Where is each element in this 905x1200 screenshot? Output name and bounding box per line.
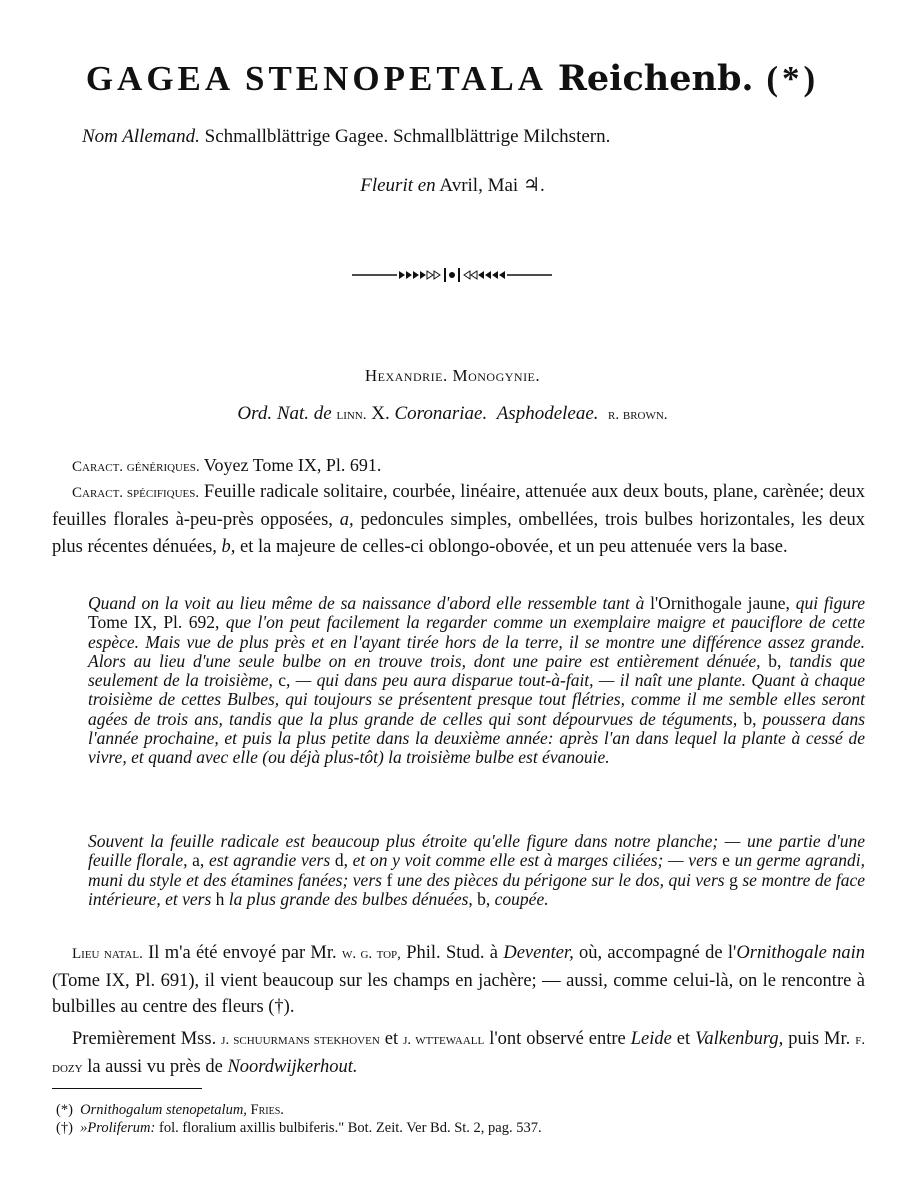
specific-text: Feuille radicale solitaire, courbée, linéaire, attenuée aux deux bouts, plane, carènée; deux feuilles florales à-peu-près opposées, xyxy=(52,482,865,530)
lieu-text: Phil. Stud. à xyxy=(406,943,499,963)
person-name: j. wttewaall xyxy=(403,1032,485,1048)
person-name: j. schuurmans stekhoven xyxy=(221,1032,380,1048)
lieu-text: Il m'a été envoyé par Mr. xyxy=(148,943,337,963)
generic-characters xyxy=(72,455,381,476)
ornament-divider xyxy=(352,264,552,284)
prem-text: la aussi vu près de xyxy=(87,1056,223,1077)
ord-nat-label: Ord. Nat. de xyxy=(237,403,332,424)
footnote-text: fol. floralium axillis bulbiferis." Bot. Zeit. Ver Bd. St. 2, pag. 537. xyxy=(158,1120,542,1136)
desc-text: qui figure xyxy=(795,593,866,613)
species-name: GAGEA STENOPETALA xyxy=(85,59,546,98)
footnote-author: Fries. xyxy=(250,1102,284,1118)
perennial-symbol: ♃. xyxy=(522,175,545,196)
linnaean-class-line xyxy=(0,366,905,386)
prem-text: et xyxy=(384,1029,399,1049)
prem-text: et xyxy=(676,1029,691,1049)
generic-text: Voyez Tome IX, Pl. 691. xyxy=(203,455,382,475)
plate-text: Souvent la feuille radicale est beaucoup plus étroite qu'elle figure dans notre planche; — une partie d'une feuille florale, xyxy=(88,831,865,871)
lieu-text: (Tome IX, Pl. 691), il vient beaucoup sur les champs en jachère; — aussi, comme celui-là, on le rencontre à bulbilles au centre des fleurs (†). xyxy=(52,970,865,1017)
footnote-mark: (*) xyxy=(56,1102,73,1118)
desc-text: Tome IX, Pl. 692, xyxy=(88,612,220,633)
species-ref: Ornithogale nain xyxy=(736,943,866,963)
lieu-text: où, accompagné de l' xyxy=(579,943,737,963)
lieu-label: Lieu natal. xyxy=(72,946,143,962)
desc-text: l'Ornithogale jaune, xyxy=(650,593,790,613)
footnote-mark: (†) xyxy=(56,1120,73,1136)
collector-name: w. g. top, xyxy=(341,946,401,962)
plate-explanation-paragraph xyxy=(88,832,865,909)
footnote-term: »Proliferum: xyxy=(80,1120,156,1136)
german-name-label: Nom Allemand. xyxy=(82,126,200,147)
figure-ref-b: b, xyxy=(221,537,236,557)
footnote-rule xyxy=(52,1088,202,1089)
figure-ref-a: a, xyxy=(339,510,354,530)
place-name: Leide xyxy=(630,1029,672,1049)
flowering-prefix: Fleurit en xyxy=(360,175,436,196)
figure-ref: f xyxy=(386,869,393,890)
person-name: f. dozy xyxy=(52,1032,866,1076)
figure-ref: a, xyxy=(192,850,205,871)
prem-text: Premièrement Mss. xyxy=(72,1029,217,1049)
footnote-mark: (*) xyxy=(766,59,820,98)
german-name-text: Schmallblättrige Gagee. Schmallblättrige Milchstern. xyxy=(204,126,611,147)
figure-ref: c, xyxy=(278,670,291,691)
plate-text: est agrandie vers xyxy=(209,850,331,871)
german-name-line xyxy=(82,126,610,148)
desc-text: poussera dans l'année prochaine, et puis la plus petite dans la deuxième année: après l'an dans lequel la plante à cessé de vivre, et quand avec elle (ou déjà plus-tôt) la troisième bulbe est évanouie. xyxy=(88,708,866,768)
plate-text: se montre de face intérieure, et vers xyxy=(88,869,866,909)
plate-text: et on y voit comme elle est à marges ciliées; — vers xyxy=(352,850,718,871)
coronariae: Coronariae. xyxy=(394,403,488,424)
generic-label: Caract. génériques. xyxy=(72,459,200,475)
ornament-divider-icon xyxy=(352,264,552,284)
native-locality-paragraph xyxy=(52,940,865,1021)
specific-text-3: et la majeure de celles-ci oblongo-obovée, et un peu attenuée vers la base. xyxy=(240,537,788,557)
order-name: Monogynie. xyxy=(452,366,541,385)
place-name: Valkenburg, xyxy=(695,1029,784,1049)
observations-paragraph xyxy=(52,1026,865,1081)
specific-characters xyxy=(52,479,865,561)
footnote-2 xyxy=(56,1120,542,1137)
linn-name: linn. xyxy=(336,407,367,423)
figure-ref: h xyxy=(215,888,225,909)
specific-text-2: pedoncules simples, ombellées, trois bulbes horizontales, les deux plus récentes dénuées, xyxy=(52,510,865,557)
natural-order-line xyxy=(0,403,905,425)
species-author: Reichenb. xyxy=(557,58,754,99)
asphodeleae: Asphodeleae. xyxy=(496,403,599,424)
plate-text: coupée. xyxy=(494,888,549,909)
specific-label: Caract. spécifiques. xyxy=(72,485,200,501)
plate-text: une des pièces du périgone sur le dos, qui vers xyxy=(396,869,725,890)
figure-ref: d, xyxy=(334,850,348,871)
prem-text: puis Mr. xyxy=(788,1029,851,1049)
figure-ref: g xyxy=(729,869,738,890)
desc-text: Quand on la voit au lieu même de sa naissance d'abord elle ressemble tant à xyxy=(88,593,645,613)
desc-text: tandis que seulement de la troisième, xyxy=(88,650,865,691)
plate-text: la plus grande des bulbes dénuées, xyxy=(228,888,473,909)
description-paragraph xyxy=(88,594,865,768)
desc-text: — qui dans peu aura disparue tout-à-fait, — il naît une plante. Quant à chaque troisième de cettes Bulbes, qui toujours se présentent presque tout flétries, comme il me semble elles seront agées de trois ans, tandis que la plus grande de celles qui sont dépourvues de téguments, xyxy=(88,670,866,729)
place-name: Noordwijkerhout. xyxy=(227,1056,358,1077)
figure-ref: e xyxy=(722,850,730,871)
desc-text: que l'on peut facilement la regarder comme un exemplaire maigre et pauciflore de cette espèce. Mais vue de plus près et en l'ayant tirée hors de la terre, il se montre une différence assez grande. Alors au lieu d'une seule bulbe on en trouve trois, dont une paire est entièrement dénuée, xyxy=(88,612,865,671)
class-name: Hexandrie. xyxy=(364,366,448,385)
figure-ref: b, xyxy=(743,708,757,729)
place-name: Deventer, xyxy=(503,943,574,963)
flowering-line xyxy=(0,174,905,197)
footnote-species: Ornithogalum stenopetalum, xyxy=(80,1102,247,1118)
plate-text: un germe agrandi, muni du style et des étamines fanées; vers xyxy=(88,850,866,890)
figure-ref: b, xyxy=(477,888,491,909)
brown-name: r. brown. xyxy=(608,407,668,423)
figure-ref: b, xyxy=(768,650,782,671)
footnote-1 xyxy=(56,1102,284,1119)
order-number: X. xyxy=(371,403,390,424)
flowering-months: Avril, Mai xyxy=(439,175,519,196)
prem-text: l'ont observé entre xyxy=(489,1029,626,1049)
page-title xyxy=(0,58,905,99)
